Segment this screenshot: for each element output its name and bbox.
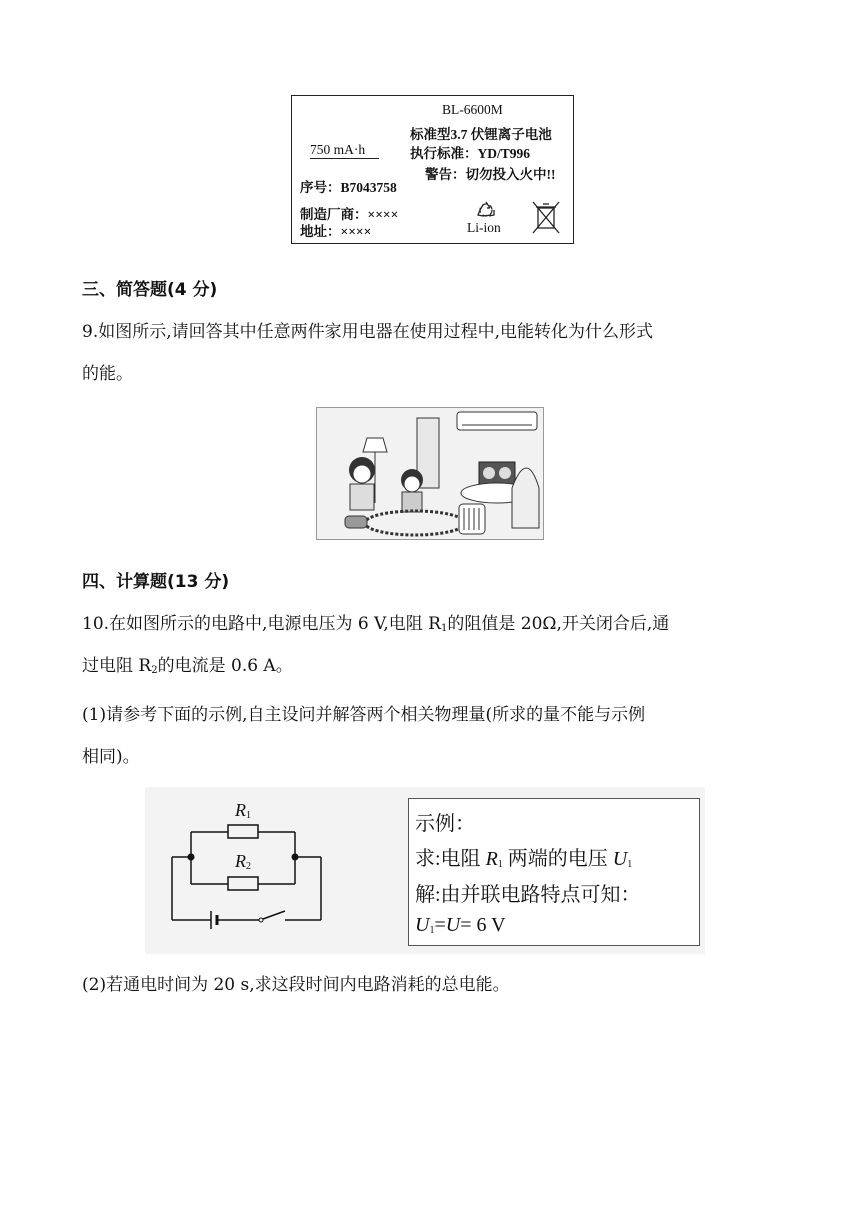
battery-model: BL-6600M [442, 102, 503, 117]
battery-address: 地址：×××× [300, 224, 372, 239]
example-line4: $U_1=U= 6$ V [415, 914, 506, 936]
resistor-r1 [228, 825, 258, 838]
household-appliances-illustration [316, 407, 544, 540]
q9-line2: 的能。 [82, 364, 133, 384]
q10-part1-line1: (1)请参考下面的示例,自主设问并解答两个相关物理量(所求的量不能与示例 [82, 705, 646, 725]
resistor-r2 [228, 877, 258, 890]
example-box [408, 798, 700, 946]
section4-heading: 四、计算题(13 分) [82, 572, 230, 592]
example-line3: 解:由并联电路特点可知： [415, 884, 641, 906]
recycle-icon [475, 200, 497, 220]
q10-line2: 过电阻 $R_2$的电流是 0.6 A。 [82, 656, 293, 676]
q10-part2: (2)若通电时间为 20 s,求这段时间内电路消耗的总电能。 [82, 975, 510, 995]
label-r2: $R_2$ [235, 851, 251, 872]
battery-type: 标准型3.7 伏锂离子电池 [410, 127, 552, 142]
example-line1: 示例： [415, 813, 475, 835]
example-line2: 求:电阻 $R_1$ 两端的电压 $U_1$ [415, 848, 633, 870]
battery-label [291, 95, 574, 244]
q10-part1-line2: 相同)。 [82, 747, 140, 767]
battery-manufacturer: 制造厂商：×××× [300, 207, 399, 222]
battery-warning: 警告：切勿投入火中!! [425, 167, 556, 182]
battery-liion: Li-ion [467, 220, 501, 235]
battery-standard: 执行标准：YD/T996 [410, 146, 531, 161]
crossed-bin-icon [530, 199, 562, 237]
q9-line1: 9.如图所示,请回答其中任意两件家用电器在使用过程中,电能转化为什么形式 [82, 322, 654, 342]
label-r1: $R_1$ [235, 800, 251, 821]
section3-heading: 三、简答题(4 分) [82, 280, 218, 300]
switch-symbol [259, 918, 263, 922]
circuit-figure [145, 787, 705, 954]
battery-serial: 序号：B7043758 [300, 180, 397, 195]
battery-capacity: 750 mA·h [310, 142, 379, 159]
q10-line1: 10.在如图所示的电路中,电源电压为 6 V,电阻 $R_1$的阻值是 20Ω,开关闭合后,通 [82, 614, 670, 634]
